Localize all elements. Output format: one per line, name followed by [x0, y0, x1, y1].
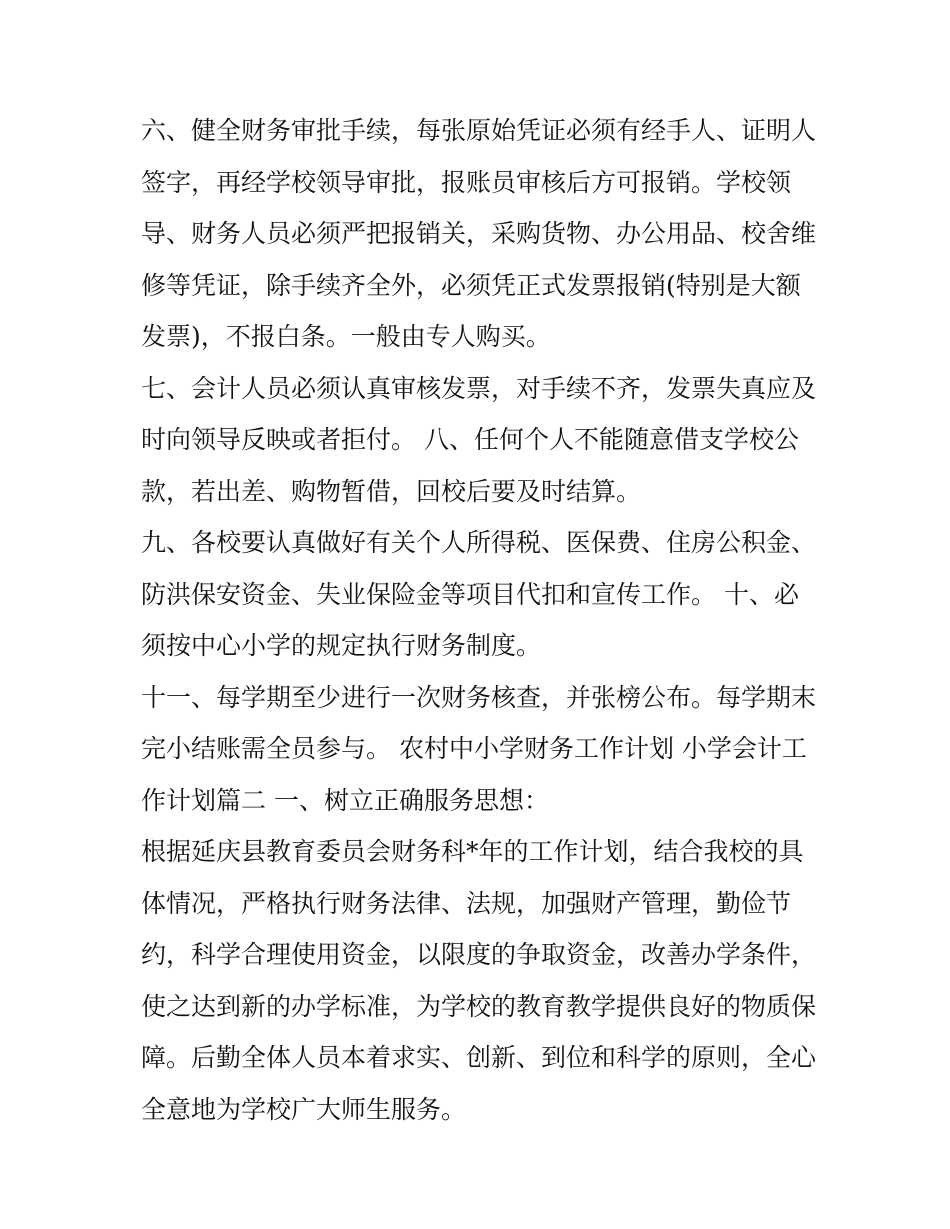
text-line: 须按中心小学的规定执行财务制度。 — [141, 631, 542, 660]
text-line: 九、各校要认真做好有关个人所得税、医保费、住房公积金、 — [141, 528, 817, 557]
text-line: 根据延庆县教育委员会财务科*年的工作计划，结合我校的具 — [141, 837, 804, 866]
text-line: 作计划篇二 一、树立正确服务思想： — [141, 785, 549, 815]
text-line: 障。后勤全体人员本着求实、创新、到位和科学的原则，全心 — [141, 1043, 817, 1072]
text-line: 发票)，不报白条。一般由专人购买。 — [141, 322, 551, 351]
text-line: 七、会计人员必须认真审核发票，对手续不齐，发票失真应及 — [141, 373, 817, 403]
text-line: 修等凭证，除手续齐全外，必须凭正式发票报销(特别是大额 — [141, 270, 801, 300]
text-line: 款，若出差、购物暂借，回校后要及时结算。 — [141, 476, 642, 506]
text-line: 使之达到新的办学标准，为学校的教育教学提供良好的物质保 — [141, 991, 817, 1021]
text-line: 十一、每学期至少进行一次财务核查，并张榜公布。每学期末 — [141, 682, 817, 712]
text-line: 体情况，严格执行财务法律、法规，加强财产管理，勤俭节 — [141, 888, 792, 918]
text-line: 时向领导反映或者拒付。 八、任何个人不能随意借支学校公 — [141, 425, 799, 454]
text-line: 完小结账需全员参与。 农村中小学财务工作计划 小学会计工 — [141, 734, 807, 763]
text-line: 约，科学合理使用资金，以限度的争取资金，改善办学条件， — [141, 940, 817, 969]
text-line: 六、健全财务审批手续，每张原始凭证必须有经手人、证明人 — [141, 116, 817, 145]
text-line: 签字，再经学校领导审批，报账员审核后方可报销。学校领 — [141, 167, 792, 197]
text-line: 导、财务人员必须严把报销关，采购货物、办公用品、校舍维 — [141, 219, 817, 248]
body-text — [141, 105, 816, 1135]
text-line: 防洪保安资金、失业保险金等项目代扣和宣传工作。 十、必 — [141, 579, 799, 609]
text-line: 全意地为学校广大师生服务。 — [141, 1094, 467, 1124]
